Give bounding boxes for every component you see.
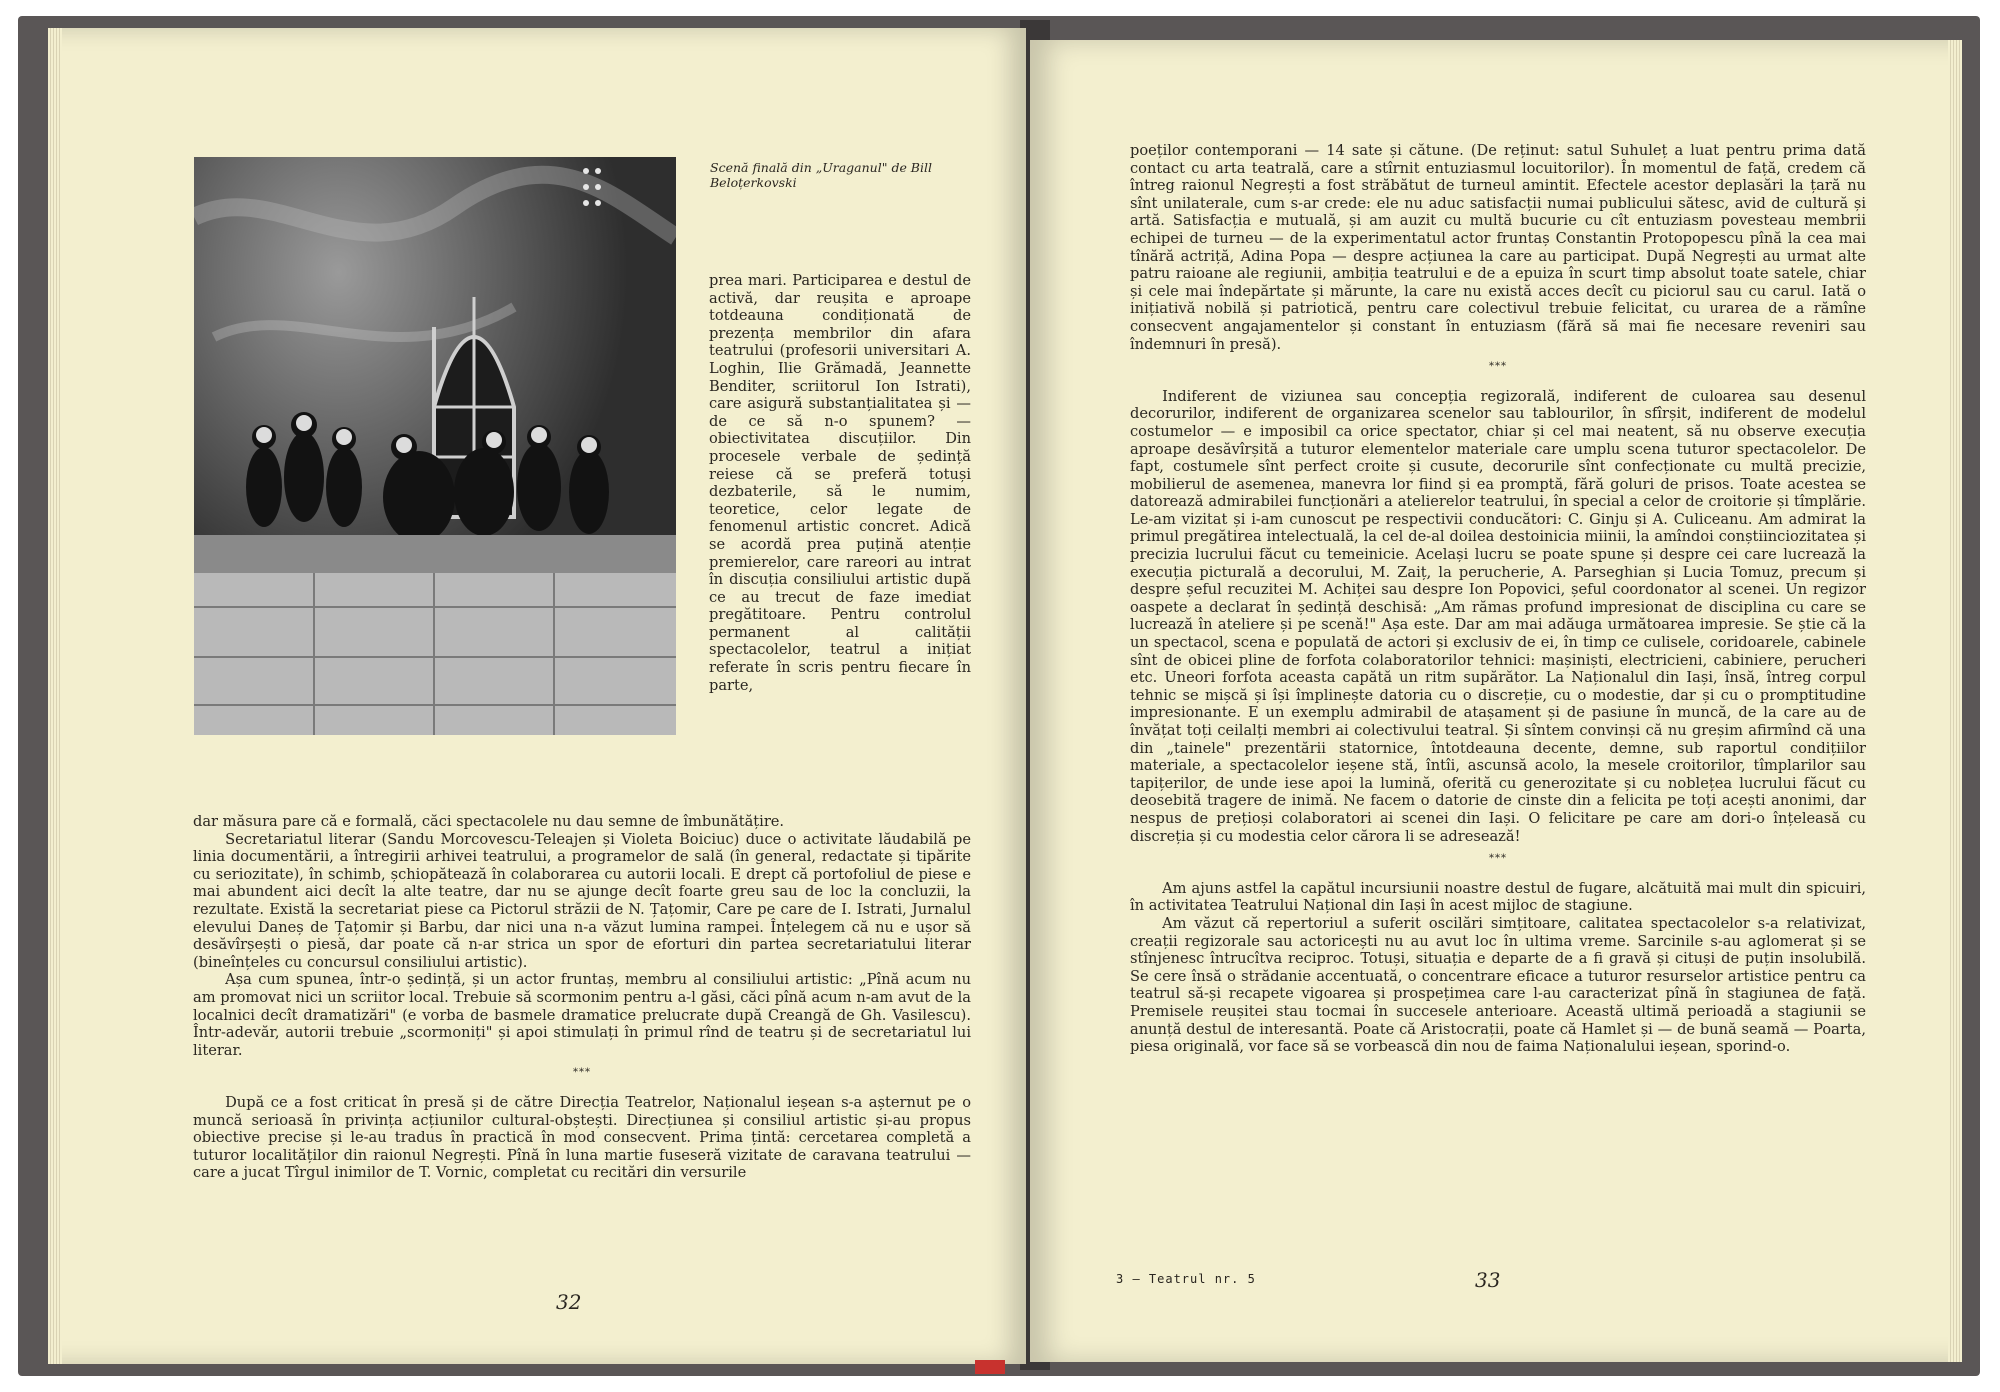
narrow-column-text: prea mari. Participarea e destul de activă, dar reușita e aproape totdeauna condiționată de prezența membrilor din afara teatrului (profesorii universitari A. Loghin, Ilie Grămadă, Jeannette Benditer, scriitorul Ion Istrati), care asigură substanțialitatea și — de ce să n-o spunem? — obiectivitatea discuțiilor. Din procesele verbale de ședință reiese că se preferă totuși dezbaterile, să le numim, teoretice, celor legate de fenomenul artistic concret. Adică se acordă prea puțină atenție premierelor, care rareori au intrat în discuția consiliului artistic după ce au trecut de faze imediat pregătitoare. Pentru controlul permanent al calității spectacolelor, teatrul a inițiat referate în scris pentru fiecare în parte, <box>709 272 971 694</box>
paragraph: poeților contemporani — 14 sate și cătune. (De reținut: satul Suhuleț a luat pentru prima dată contact cu arta teatrală, care a stîrnit entuziasmul locuitorilor). În momentul de față, credem că întreg raionul Negrești a fost străbătut de turneul amintit. Efectele acestor deplasări la țară nu sînt unilaterale, cum s-ar crede: ele nu aduc satisfacții numai publicului sătesc, avid de cultură și artă. Satisfacția e mutuală, și am auzit cu multă bucurie cu cît entuziasm povesteau membrii echipei de turneu — de la experimentatul actor fruntaș Constantin Protopopescu pînă la cea mai tînără actriță, Adina Popa — despre acțiunea la care au participat. După Negrești au urmat alte patru raioane ale regiunii, ambiția teatrului e de a epuiza în scurt timp absolut toate satele, chiar și cele mai îndepărtate și mărunte, la care nu există acces decît cu piciorul sau cu carul. Iată o inițiativă nobilă și patriotică, pentru care colectivul trebuie felicitat, cu urarea de a rămîne consecvent angajamentelor și constant în entuziasm (fără să mai fie necesare reveniri sau îndemnuri în presă). <box>1130 142 1866 353</box>
bookmark-ribbon <box>975 1360 1005 1374</box>
paragraph: După ce a fost criticat în presă și de către Direcția Teatrelor, Naționalul ieșean s-a așternut pe o muncă serioasă în privința acțiunilor cultural-obștești. Direcțiunea și consiliul artistic și-au propus obiective precise și le-au tradus în practică în mod consecvent. Prima țintă: cercetarea completă a tuturor localităților din raionul Negrești. Pînă în luna martie fuseseră vizitate de caravana teatrului — care a jucat Tîrgul inimilor de T. Vornic, completat cu recitări din versurile <box>193 1093 971 1182</box>
page-number: 32 <box>556 1290 582 1314</box>
footer-note: 3 — Teatrul nr. 5 <box>1116 1272 1256 1286</box>
paragraph: dar măsura pare că e formală, căci spectacolele nu dau semne de îmbunătățire. <box>193 813 785 830</box>
paragraph: Am văzut că repertoriul a suferit oscilări simțitoare, calitatea spectacolelor s-a relativizat, creații regizorale sau actoricești nu au avut loc în ultima vreme. Sarcinile s-au aglomerat și se stînjenesc întrucîtva reciproc. Totuși, situația e departe de a fi gravă și cituși de puțin insolubilă. Se cere însă o strădanie accentuată, o concentrare eficace a tuturor resurselor artistice pentru ca teatrul să-și recapete vigoarea și prospețimea care l-au caracterizat pînă în stagiunea de față. Premisele reușitei stau tocmai în succesele anterioare. Această ultimă perioadă a stagiunii se anunță destul de interesantă. Poate că Aristocrații, poate că Hamlet și — de bună seamă — Poarta, piesa originală, vor face să se vorbească din nou de faima Naționalului ieșean, sporind-o. <box>1130 914 1866 1056</box>
paragraph: Indiferent de viziunea sau concepția regizorală, indiferent de culoarea sau desenul decorurilor, indiferent de organizarea scenelor sau tablourilor, în sfîrșit, indiferent de modelul costumelor — e imposibil ca orice spectator, chiar și cel mai neatent, să nu observe execuția aproape desăvîrșită a tuturor elementelor materiale care umplu scena tuturor spectacolelor. De fapt, costumele sînt perfect croite și cusute, decorurile sînt confecționate cu multă precizie, mobilierul de asemenea, manevra lor fiind și ea promptă, fără goluri de prisos. Toate acestea se datorează admirabilei funcționări a atelierelor teatrului, în special a celor de croitorie și tîmplărie. Le-am vizitat și i-am cunoscut pe respectivii conducători: C. Ginju și A. Culiceanu. Am admirat la primul pregătirea intelectuală, la cel de-al doilea destoinicia miinii, la amîndoi conștiinciozitatea și precizia lucrului făcut cu temeinicie. Același lucru se poate spune și despre cei care lucrează la execuția picturală a decorului, M. Zaiț, la perucherie, A. Parseghian și Lucia Tomuz, precum și despre șeful recuzitei M. Achiței sau despre Ion Popovici, șeful coordonator al scenei. Un regizor oaspete a declarat în ședință deschisă: „Am rămas profund impresionat de disciplina cu care se lucrează în ateliere și pe scenă!" Așa este. Dar am mai adăuga următoarea impresie. Se știe că la un spectacol, scena e populată de actori și exclusiv de ei, în timp ce culisele, coridoarele, cabinele sînt de obicei pline de forfota colaboratorilor tehnici: mașiniști, electricieni, cabiniere, perucheri etc. Uneori forfota aceasta capătă un ritm supărător. La Naționalul din Iași, însă, întreg corpul tehnic se mișcă și își împlinește datoria cu o discreție, cu o modestie, dar și cu o promptitudine impresionante. E un exemplu admirabil de atașament și de pasiune în muncă, de la care au de învățat toți ceilalți membri ai colectivului teatral. Și sîntem convinși că nu greșim afirmînd că una din „tainele" prezentării statornice, întotdeauna decente, demne, sub raportul condițiilor materiale, a spectacolelor ieșene stă, întîi, ascunsă acolo, la mesele croitorilor, tîmplarilor sau tapițerilor, de unde iese apoi la lumină, oferită cu generozitate și cu noblețea lucrului făcut cu deosebită tragere de inimă. Ne facem o datorie de cinste din a felicita pe toți acești anonimi, dar nespus de prețioși colaboratori ai scenei din Iași. O felicitare pe care am dori-o înțeleasă cu discreția și cu modestia celor cărora li se adresează! <box>1130 387 1866 845</box>
page-edges <box>48 28 62 1364</box>
left-page <box>48 28 1026 1364</box>
stage-photo-image <box>194 157 676 735</box>
photo-caption: Scenă finală din „Uraganul" de Bill Beloțerkovski <box>710 160 932 190</box>
section-divider: *** <box>1489 361 1507 373</box>
section-divider: *** <box>573 1067 591 1079</box>
paragraph: Așa cum spunea, într-o ședință, și un actor fruntaș, membru al consiliului artistic: „Pînă acum nu am promovat nici un scriitor local. Trebuie să scormonim pentru a-l găsi, căci pînă acum n-am avut de la localnici decît dramatizări" (e vorba de basmele dramatice prelucrate după Creangă de Gh. Vasilescu). Într-adevăr, autorii trebuie „scormoniți" și apoi stimulați în primul rînd de teatru și de secretariatul lui literar. <box>193 971 971 1059</box>
narrow-column <box>709 272 971 694</box>
page-edges <box>1948 40 1962 1362</box>
paragraph: Am ajuns astfel la capătul incursiunii noastre destul de fugare, alcătuită mai mult din spicuiri, în activitatea Teatrului Național din Iași în acest mijloc de stagiune. <box>1130 879 1866 915</box>
section-divider: *** <box>1489 853 1507 865</box>
stage-photo <box>194 157 676 735</box>
right-page <box>1030 40 1962 1362</box>
paragraph: Secretariatul literar (Sandu Morcovescu-Teleajen și Violeta Boiciuc) duce o activitate lăudabilă pe linia documentării, a întregirii arhivei teatrului, a programelor de sală (în general, redactate și tipărite cu seriozitate), în schimb, șchiopătează în colaborarea cu autorii locali. E drept că portofoliul de piese e mai abundent aici decît la alte teatre, dar nu se ajunge decît foarte greu sau de loc la concluzii, la rezultate. Există la secretariat piese ca Pictorul străzii de N. Țațomir, Care pe care de I. Istrati, Jurnalul elevului Daneș de Țațomir și Barbu, dar nici una n-a văzut lumina rampei. Înțelegem că nu e ușor să desăvîrșești o piesă, dar poate că n-ar strica un spor de eforturi din partea secretariatului literar (bineînțeles cu concursul consiliului artistic). <box>193 830 971 971</box>
page-number: 33 <box>1475 1268 1501 1292</box>
right-main-text <box>1130 142 1866 1056</box>
left-main-text <box>193 813 971 1182</box>
